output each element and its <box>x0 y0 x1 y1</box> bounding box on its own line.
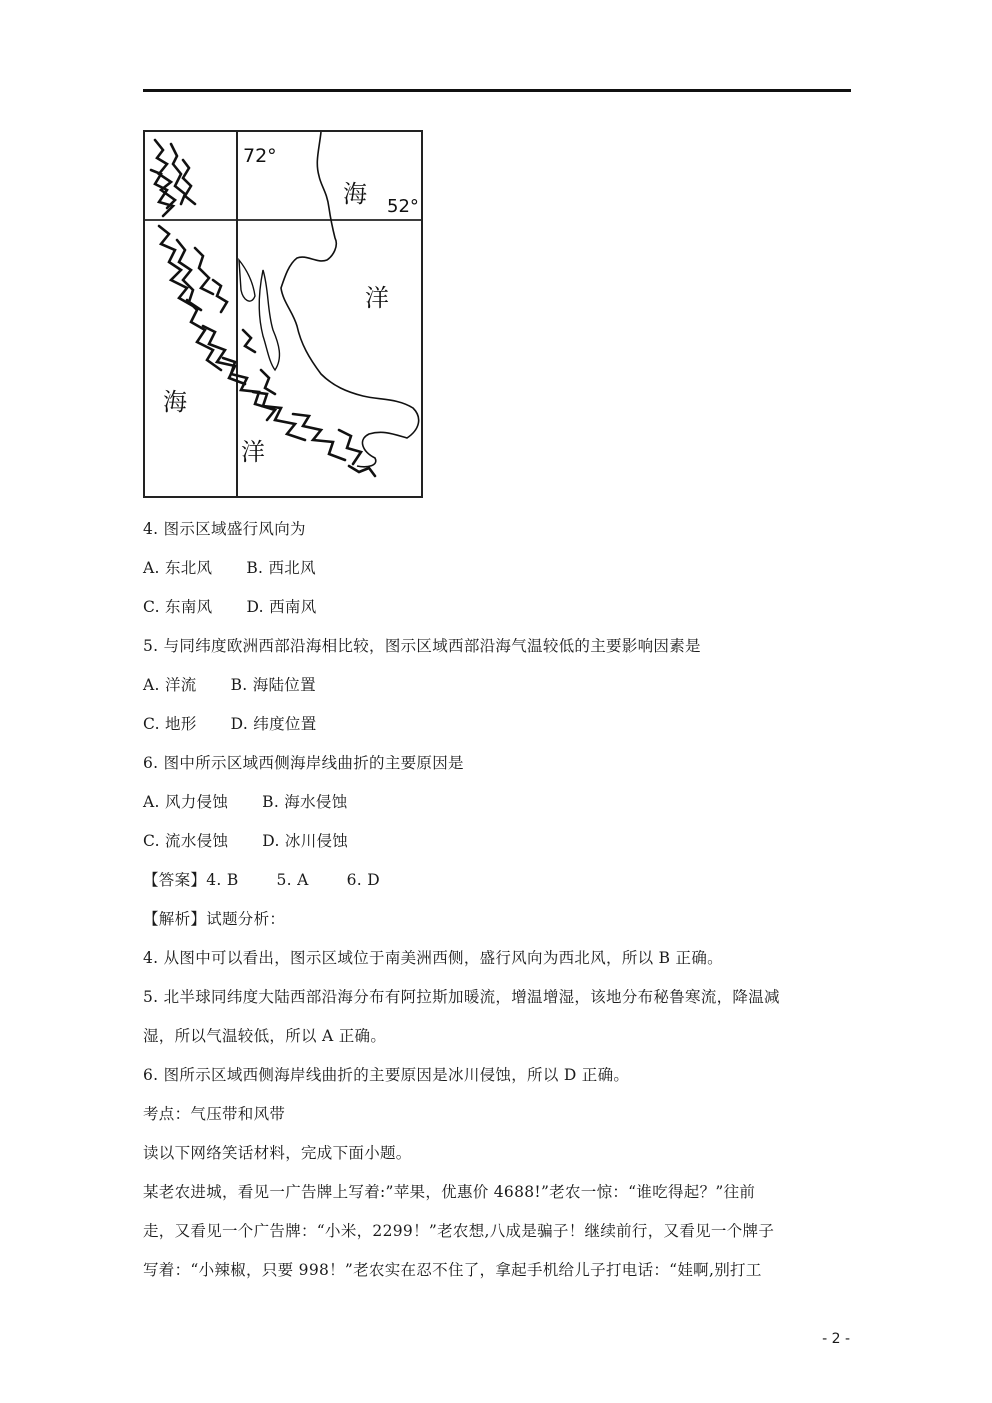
ocean-label-west-2: 洋 <box>241 438 265 466</box>
answer-4: 4. B <box>206 871 239 889</box>
q6-stem: 6. 图中所示区域西侧海岸线曲折的主要原因是 <box>143 754 464 772</box>
q6-option-a: A. 风力侵蚀 <box>143 793 229 811</box>
header-rule <box>143 89 851 92</box>
answer-5: 5. A <box>276 871 309 889</box>
analysis-5-line1: 5. 北半球同纬度大陆西部沿海分布有阿拉斯加暖流，增温增湿，该地分布秘鲁寒流，降温减 <box>143 988 780 1006</box>
ocean-label-east-2: 洋 <box>365 284 389 312</box>
q5-options-ab <box>143 675 316 695</box>
answer-label: 【答案】 <box>143 871 207 889</box>
lat-label: 52° <box>387 196 419 217</box>
q5-options-cd <box>143 714 317 734</box>
material-line2: 走，又看见一个广告牌：“小米，2299！”老农想,八成是骗子！继续前行，又看见一个牌子 <box>143 1222 775 1240</box>
page-number: - 2 - <box>822 1331 850 1347</box>
q4-option-a: A. 东北风 <box>143 559 213 577</box>
ocean-label-west-1: 海 <box>163 388 187 416</box>
analysis-6: 6. 图所示区域西侧海岸线曲折的主要原因是冰川侵蚀，所以 D 正确。 <box>143 1066 630 1084</box>
analysis-5-line2: 湿，所以气温较低，所以 A 正确。 <box>143 1027 387 1045</box>
material-line1: 某老农进城，看见一广告牌上写着:”苹果，优惠价 4688!”老农一惊：“谁吃得起？”往前 <box>143 1183 756 1201</box>
q4-option-c: C. 东南风 <box>143 598 213 616</box>
q6-option-b: B. 海水侵蚀 <box>262 793 348 811</box>
analysis-4: 4. 从图中可以看出，图示区域位于南美洲西侧，盛行风向为西北风，所以 B 正确。 <box>143 949 723 967</box>
q4-option-b: B. 西北风 <box>246 559 316 577</box>
q4-option-d: D. 西南风 <box>246 598 317 616</box>
q5-option-c: C. 地形 <box>143 715 197 733</box>
q6-option-d: D. 冰川侵蚀 <box>262 832 349 850</box>
next-intro: 读以下网络笑话材料，完成下面小题。 <box>143 1144 412 1162</box>
q6-options-cd <box>143 831 348 851</box>
q4-options-cd <box>143 597 317 617</box>
ocean-label-east-1: 海 <box>343 180 367 208</box>
q5-stem: 5. 与同纬度欧洲西部沿海相比较，图示区域西部沿海气温较低的主要影响因素是 <box>143 637 701 655</box>
answer-6: 6. D <box>346 871 380 889</box>
q4-stem: 4. 图示区域盛行风向为 <box>143 520 306 538</box>
answer-line <box>143 870 380 890</box>
analysis-label: 【解析】试题分析： <box>143 910 286 928</box>
material-line3: 写着：“小辣椒，只要 998！”老农实在忍不住了，拿起手机给儿子打电话：“娃啊,别打工 <box>143 1261 762 1279</box>
q5-option-a: A. 洋流 <box>143 676 197 694</box>
q5-option-d: D. 纬度位置 <box>230 715 317 733</box>
q5-option-b: B. 海陆位置 <box>230 676 316 694</box>
q6-option-c: C. 流水侵蚀 <box>143 832 229 850</box>
patagonia-map <box>143 130 423 498</box>
lon-label: 72° <box>243 145 277 167</box>
q6-options-ab <box>143 792 348 812</box>
kaodian: 考点：气压带和风带 <box>143 1105 286 1123</box>
q4-options-ab <box>143 558 316 578</box>
